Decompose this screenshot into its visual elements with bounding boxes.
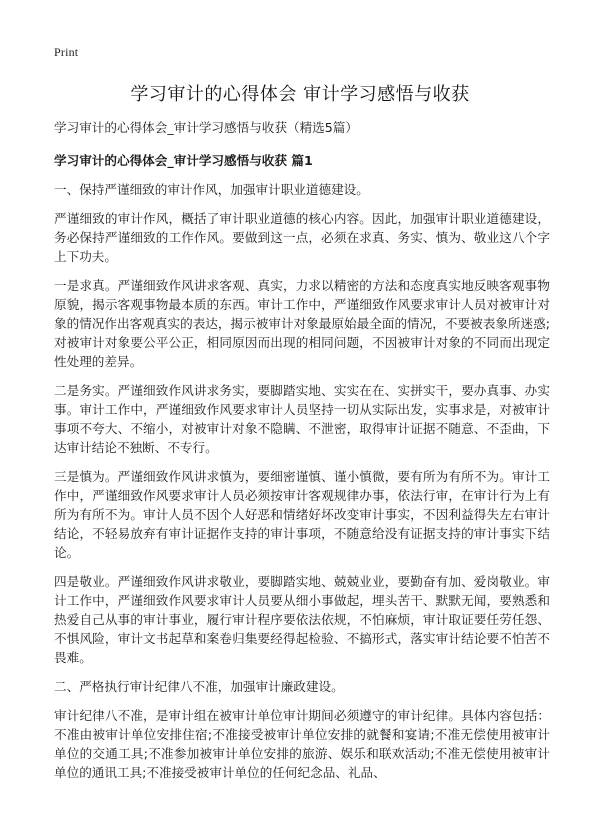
print-link[interactable]: Print (54, 45, 79, 59)
article-subtitle: 学习审计的心得体会_审计学习感悟与收获（精选5篇） (54, 120, 358, 135)
paragraph: 审计纪律八不准，是审计组在被审计单位审计期间必须遵守的审计纪律。具体内容包括：不准由被审计单位安排住宿;不准接受被审计单位安排的就餐和宴请;不准无偿使用被审计单位的交通工具;不准参加被审计单位安排的旅游、娱乐和联欢活动;不准无偿使用被审计单位的通讯工具;不准接受被审计单位的任何纪念品、礼品、 (54, 708, 550, 780)
article-body (54, 118, 550, 792)
paragraph: 一是求真。严谨细致作风讲求客观、真实，力求以精密的方法和态度真实地反映客观事物原貌，揭示客观事物最本质的东西。审计工作中，严谨细致作风要求审计人员对被审计对象的情况作出客观真实的表达，揭示被审计对象最原始最全面的情况，不要被表象所迷惑;对被审计对象要公平公正，相同原因而出现的相同问题，不因被审计对象的不同而出现定性处理的差异。 (54, 278, 550, 369)
paragraph: 二是务实。严谨细致作风讲求务实，要脚踏实地、实实在在、实拼实干，要办真事、办实事。审计工作中，严谨细致作风要求审计人员坚持一切从实际出发，实事求是，对被审计事项不夸大、不缩小，对被审计对象不隐瞒、不泄密，取得审计证据不随意、不歪曲，下达审计结论不独断、不专行。 (54, 383, 550, 455)
section-heading: 学习审计的心得体会_审计学习感悟与收获 篇1 (54, 153, 313, 168)
paragraph: 三是慎为。严谨细致作风讲求慎为，要细密谨慎、谨小慎微，要有所为有所不为。审计工作中，严谨细致作风要求审计人员必须按审计客观规律办事，依法行审，在审计行为上有所为有所不为。审计人员不因个人好恶和情绪好坏改变审计事实，不因利益得失左右审计结论，不轻易放弃有审计证据作支持的审计事项，不随意给没有证据支持的审计事实下结论。 (54, 469, 550, 560)
paragraph: 二、严格执行审计纪律八不准，加强审计廉政建设。 (54, 679, 344, 694)
paragraph: 一、保持严谨细致的审计作风，加强审计职业道德建设。 (54, 182, 369, 197)
page-title: 学习审计的心得体会 审计学习感悟与收获 (130, 84, 470, 105)
paragraph: 严谨细致的审计作风，概括了审计职业道德的核心内容。因此，加强审计职业道德建设，务必保持严谨细致的工作作风。要做到这一点，必须在求真、务实、慎为、敬业这八个字上下功夫。 (54, 211, 550, 264)
paragraph: 四是敬业。严谨细致作风讲求敬业，要脚踏实地、兢兢业业，要勤奋有加、爱岗敬业。审计工作中，严谨细致作风要求审计人员要从细小事做起，埋头苦干、默默无闻，要熟悉和热爱自己从事的审计事业，履行审计程序要依法依规，不怕麻烦，审计取证要任劳任怨、不惧风险，审计文书起草和案卷归集要经得起检验、不搞形式，落实审计结论要不怕苦不畏难。 (54, 574, 550, 665)
